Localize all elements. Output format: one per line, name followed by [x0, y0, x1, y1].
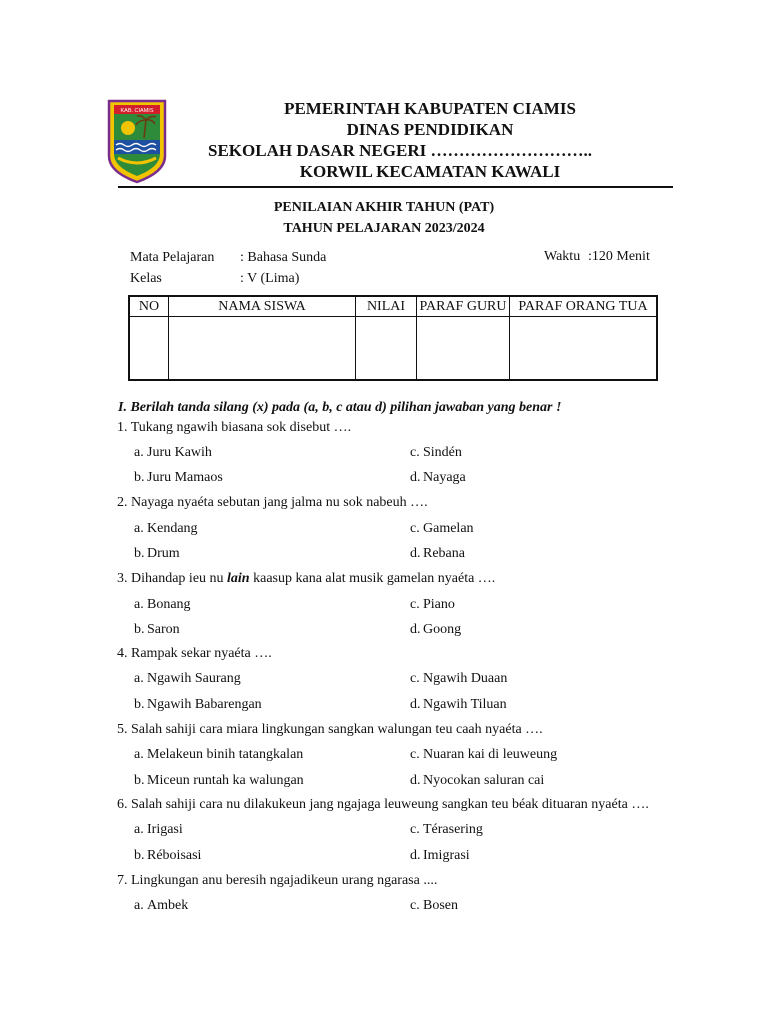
column-header-parent-signature: PARAF ORANG TUA [510, 296, 658, 317]
question-2: 2. Nayaga nyaéta sebutan jang jalma nu sok nabeuh …. [117, 495, 428, 510]
letterhead-school: SEKOLAH DASAR NEGERI ……………………….. [208, 141, 592, 160]
cell-no[interactable] [129, 317, 169, 381]
option-1a[interactable]: a. Juru Kawih [134, 445, 212, 460]
letterhead-divider [118, 186, 673, 188]
cell-student-name[interactable] [169, 317, 356, 381]
class-label: Kelas [130, 271, 162, 286]
logo-lettering: KAB. CIAMIS [120, 108, 154, 114]
time-label: Waktu [544, 249, 581, 264]
question-1: 1. Tukang ngawih biasana sok disebut …. [117, 420, 352, 435]
table-header-row [129, 296, 657, 317]
option-4d[interactable]: d. Ngawih Tiluan [410, 697, 507, 712]
question-6: 6. Salah sahiji cara nu dilakukeun jang ngajaga leuweung sangkan teu béak dituaran nyaéta …. [117, 797, 649, 812]
cell-teacher-signature[interactable] [417, 317, 510, 381]
option-5b[interactable]: b. Miceun runtah ka walungan [134, 773, 304, 788]
letterhead-district: KORWIL KECAMATAN KAWALI [299, 162, 561, 181]
option-3a[interactable]: a. Bonang [134, 597, 191, 612]
exam-year: TAHUN PELAJARAN 2023/2024 [283, 221, 485, 236]
cell-parent-signature[interactable] [510, 317, 658, 381]
option-6b[interactable]: b. Réboisasi [134, 848, 202, 863]
column-header-score: NILAI [356, 296, 417, 317]
table-row [129, 317, 657, 381]
emphasis-lain: lain [227, 571, 250, 586]
class-value: : V (Lima) [240, 271, 300, 286]
option-3d[interactable]: d. Goong [410, 622, 462, 637]
option-4b[interactable]: b. Ngawih Babarengan [134, 697, 262, 712]
option-4c[interactable]: c. Ngawih Duaan [410, 671, 508, 686]
time-value: :120 Menit [588, 249, 650, 264]
option-1d[interactable]: d. Nayaga [410, 470, 466, 485]
column-header-no: NO [129, 296, 169, 317]
option-3c[interactable]: c. Piano [410, 597, 455, 612]
section-instruction: I. Berilah tanda silang (x) pada (a, b, c atau d) pilihan jawaban yang benar ! [118, 400, 562, 415]
ciamis-regency-logo [106, 98, 168, 184]
question-5: 5. Salah sahiji cara miara lingkungan sangkan walungan teu caah nyaéta …. [117, 722, 543, 737]
column-header-student-name: NAMA SISWA [169, 296, 356, 317]
option-7a[interactable]: a. Ambek [134, 898, 189, 913]
subject-label: Mata Pelajaran [130, 250, 215, 265]
letterhead [190, 98, 670, 182]
cell-score[interactable] [356, 317, 417, 381]
option-6c[interactable]: c. Térasering [410, 822, 483, 837]
option-1b[interactable]: b. Juru Mamaos [134, 470, 223, 485]
option-2a[interactable]: a. Kendang [134, 521, 198, 536]
exam-title: PENILAIAN AKHIR TAHUN (PAT) [273, 200, 495, 215]
subject-value: : Bahasa Sunda [240, 250, 327, 265]
option-5a[interactable]: a. Melakeun binih tatangkalan [134, 747, 304, 762]
option-2c[interactable]: c. Gamelan [410, 521, 474, 536]
option-7c[interactable]: c. Bosen [410, 898, 458, 913]
option-5c[interactable]: c. Nuaran kai di leuweung [410, 747, 558, 762]
option-3b[interactable]: b. Saron [134, 622, 180, 637]
option-2b[interactable]: b. Drum [134, 546, 180, 561]
letterhead-department: DINAS PENDIDIKAN [346, 120, 514, 139]
option-6d[interactable]: d. Imigrasi [410, 848, 470, 863]
option-2d[interactable]: d. Rebana [410, 546, 465, 561]
question-3: 3. Dihandap ieu nu lain kaasup kana alat musik gamelan nyaéta …. [117, 571, 496, 586]
question-7: 7. Lingkungan anu beresih ngajadikeun urang ngarasa .... [117, 873, 438, 888]
option-5d[interactable]: d. Nyocokan saluran cai [410, 773, 545, 788]
option-4a[interactable]: a. Ngawih Saurang [134, 671, 241, 686]
column-header-teacher-signature: PARAF GURU [417, 296, 510, 317]
student-identity-table [128, 295, 658, 381]
letterhead-government: PEMERINTAH KABUPATEN CIAMIS [284, 99, 576, 118]
option-6a[interactable]: a. Irigasi [134, 822, 183, 837]
question-4: 4. Rampak sekar nyaéta …. [117, 646, 272, 661]
option-1c[interactable]: c. Sindén [410, 445, 462, 460]
